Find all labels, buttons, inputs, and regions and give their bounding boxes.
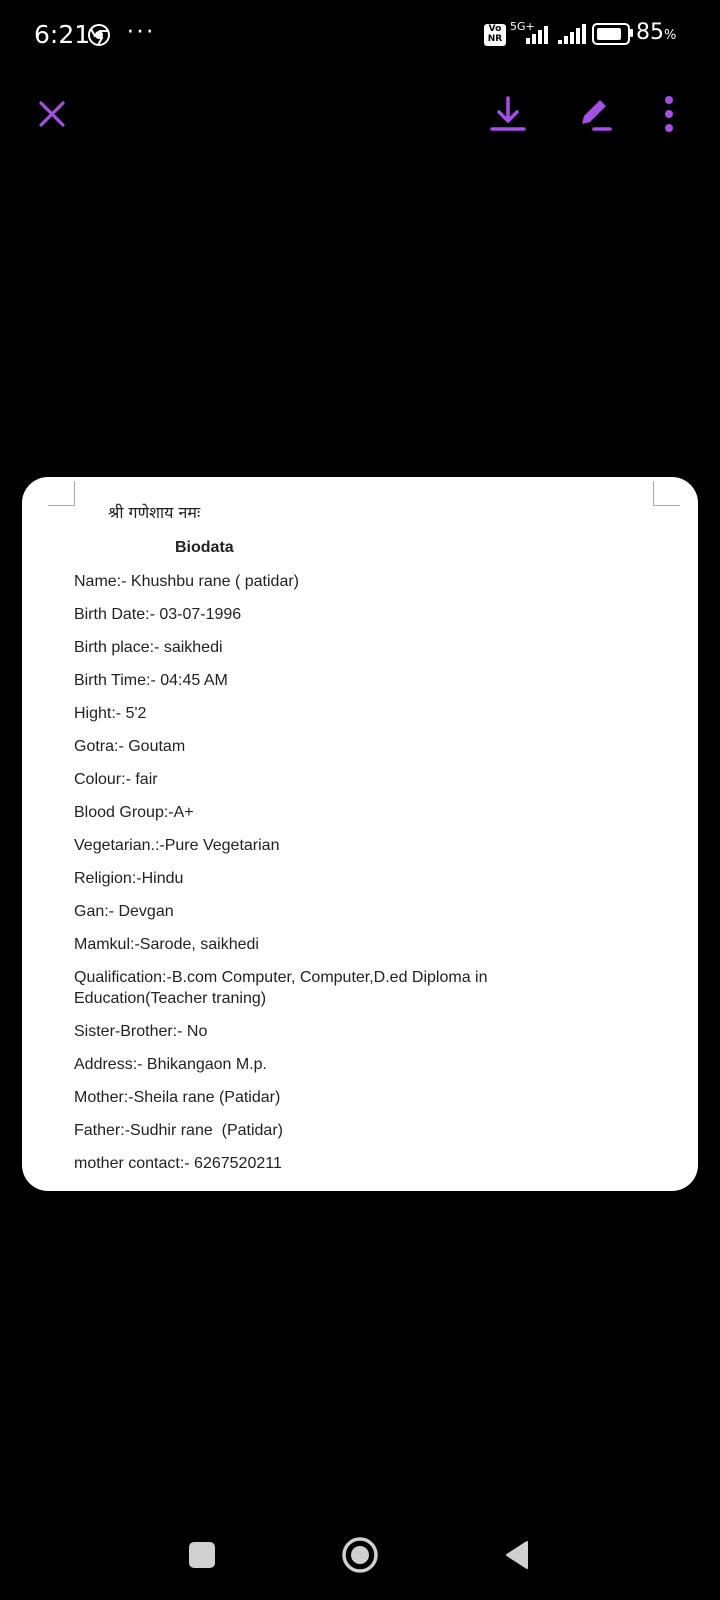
doc-line-colour: Colour:- fair (74, 771, 158, 788)
document-preview[interactable] (22, 477, 698, 1191)
volte-icon: Vo NR (484, 24, 506, 46)
more-vert-icon (663, 94, 675, 134)
status-bar (0, 0, 720, 72)
document-body (74, 571, 674, 1186)
back-button[interactable] (492, 1530, 542, 1580)
doc-line-gan: Gan:- Devgan (74, 903, 174, 920)
document-heading: श्री गणेशाय नमः (108, 503, 201, 522)
close-icon (37, 99, 67, 129)
doc-line-address: Address:- Bhikangaon M.p. (74, 1056, 267, 1073)
square-icon (188, 1541, 216, 1569)
battery-tip (630, 29, 633, 37)
more-options-button[interactable] (641, 86, 697, 142)
doc-line-religion: Religion:-Hindu (74, 870, 184, 887)
recents-button[interactable] (177, 1530, 227, 1580)
doc-line-qualification: Qualification:-B.com Computer, Computer,D.ed Diploma in Education(Teacher traning) (74, 969, 488, 1007)
status-time: 6:21 (34, 20, 91, 49)
close-button[interactable] (24, 86, 80, 142)
doc-line-siblings: Sister-Brother:- No (74, 1023, 208, 1040)
doc-line-height: Hight:- 5'2 (74, 705, 147, 722)
chrome-icon (88, 24, 110, 46)
signal-icon (526, 24, 556, 44)
triangle-back-icon (503, 1540, 531, 1570)
system-nav-bar (0, 1510, 720, 1600)
pencil-icon (574, 94, 614, 134)
signal-icon-2 (558, 24, 588, 44)
doc-line-father: Father:-Sudhir rane (Patidar) (74, 1122, 283, 1139)
battery-icon (592, 23, 630, 45)
circle-home-icon (341, 1536, 379, 1574)
document-title: Biodata (175, 539, 234, 556)
page-corner-mark (653, 481, 680, 506)
doc-line-mamkul: Mamkul:-Sarode, saikhedi (74, 936, 259, 953)
doc-line-mother: Mother:-Sheila rane (Patidar) (74, 1089, 281, 1106)
edit-button[interactable] (566, 86, 622, 142)
doc-line-birth-date: Birth Date:- 03-07-1996 (74, 606, 242, 623)
viewer-toolbar (0, 86, 720, 142)
battery-level: 85% (636, 20, 677, 45)
doc-line-blood-group: Blood Group:-A+ (74, 804, 194, 821)
doc-line-mother-contact: mother contact:- 6267520211 (74, 1155, 282, 1172)
doc-line-gotra: Gotra:- Goutam (74, 738, 186, 755)
doc-line-vegetarian: Vegetarian.:-Pure Vegetarian (74, 837, 280, 854)
home-button[interactable] (335, 1530, 385, 1580)
download-button[interactable] (480, 86, 536, 142)
notification-overflow: ··· (126, 14, 155, 44)
doc-line-birth-time: Birth Time:- 04:45 AM (74, 672, 228, 689)
network-type: 5G+ (510, 20, 535, 33)
download-icon (488, 94, 528, 134)
page-corner-mark (48, 481, 75, 506)
doc-line-name: Name:- Khushbu rane ( patidar) (74, 573, 299, 590)
doc-line-birth-place: Birth place:- saikhedi (74, 639, 223, 656)
